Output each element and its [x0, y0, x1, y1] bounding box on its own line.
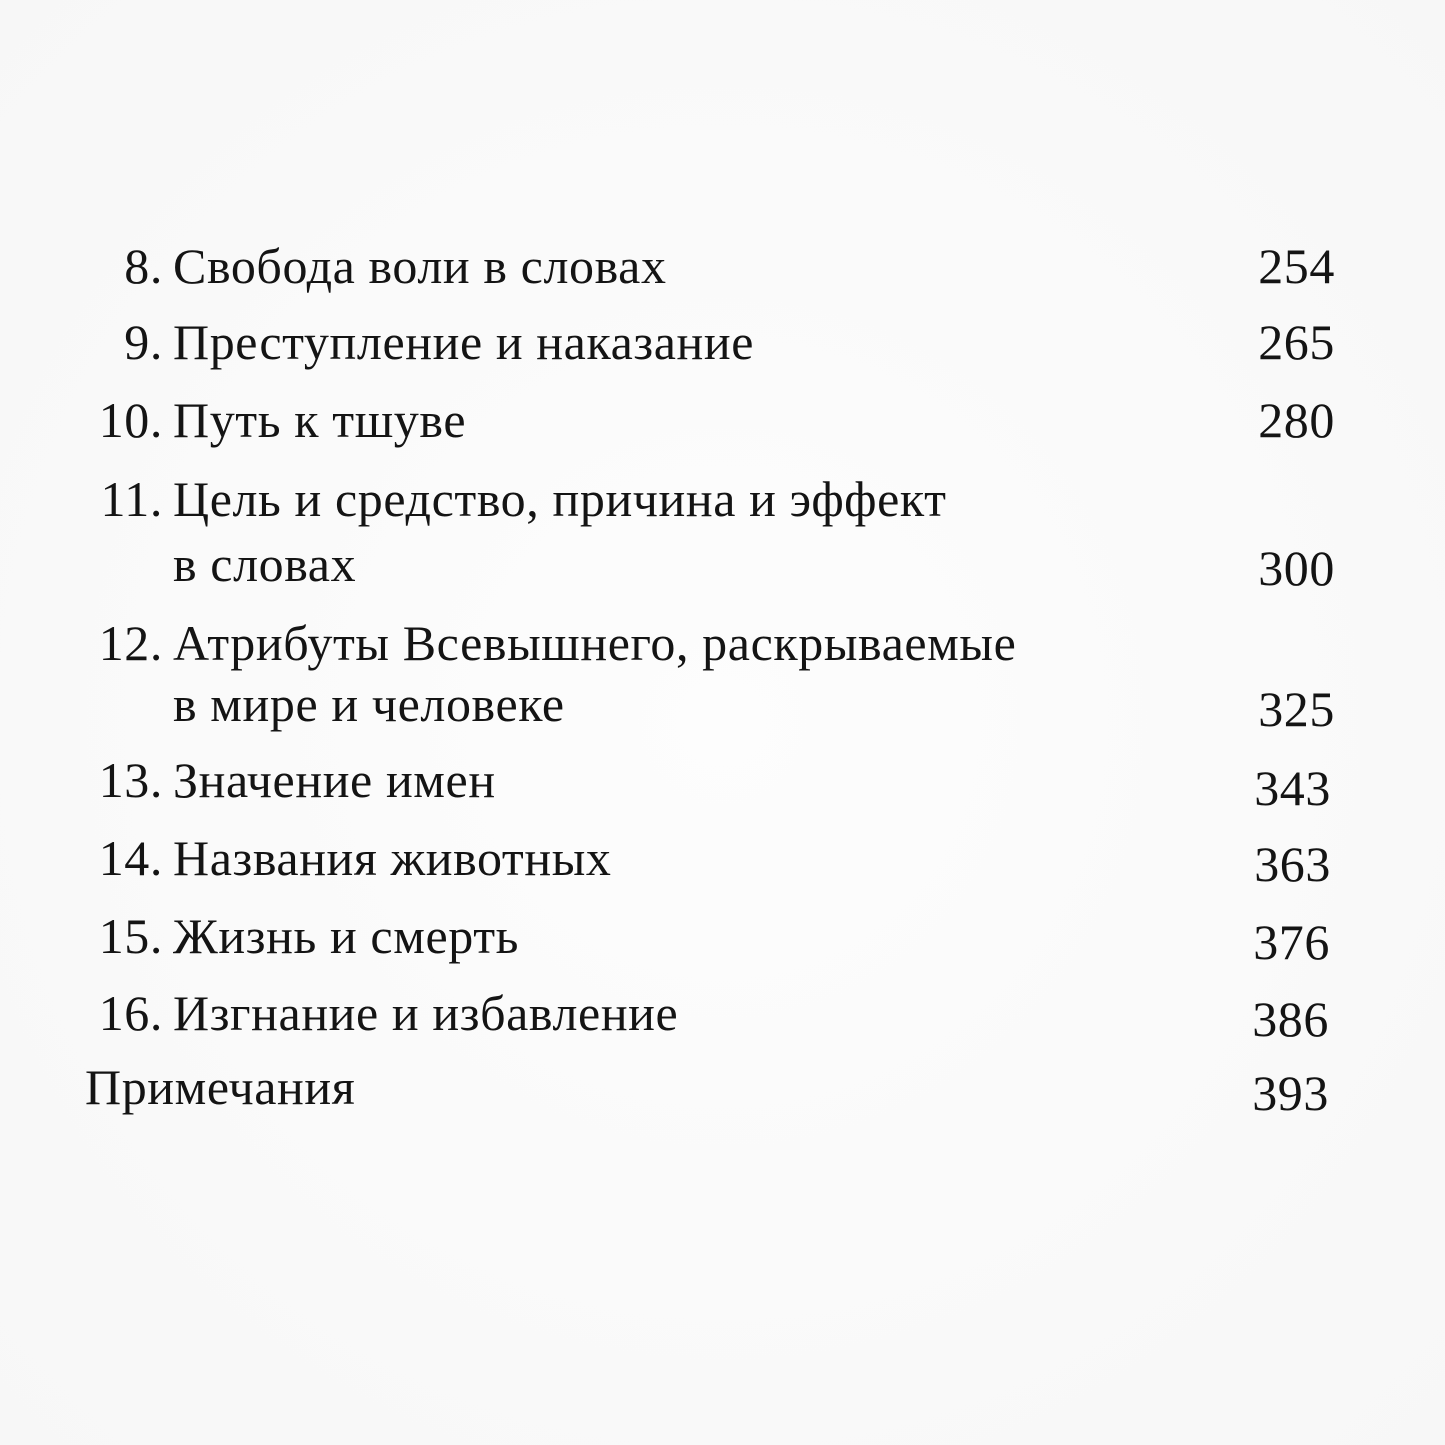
toc-entry-page: 376	[1253, 914, 1330, 970]
toc-entry-13	[0, 752, 1445, 816]
toc-entry-title-continuation: в словах	[173, 536, 357, 592]
toc-entry-title: Примечания	[85, 1059, 356, 1115]
toc-entry-title: Свобода воли в словах	[173, 238, 667, 294]
toc-entry-page: 386	[1252, 991, 1329, 1047]
toc-entry-title: Изгнание и избавление	[173, 985, 679, 1041]
toc-entry-page: 300	[1258, 540, 1335, 596]
toc-entry-page: 393	[1252, 1065, 1329, 1121]
toc-entry-number: 10.	[98, 392, 163, 448]
toc-entry-16	[0, 985, 1445, 1047]
toc-entry-page: 254	[1258, 238, 1335, 294]
toc-entry-14	[0, 830, 1445, 892]
toc-entry-title: Путь к тшуве	[173, 392, 467, 448]
toc-entry-8	[0, 238, 1445, 294]
toc-entry-title: Атрибуты Всевышнего, раскрываемые	[173, 615, 1017, 671]
toc-entry-title: Жизнь и смерть	[173, 908, 520, 964]
toc-entry-12-cont	[0, 676, 1445, 737]
toc-entry-number: 9.	[124, 314, 163, 370]
toc-entry-page: 343	[1254, 760, 1331, 816]
toc-entry-page: 325	[1258, 681, 1335, 737]
toc-entry-15	[0, 908, 1445, 970]
toc-entry-page: 363	[1254, 836, 1331, 892]
toc-entry-number: 12.	[98, 615, 163, 671]
toc-entry-title: Значение имен	[173, 752, 496, 808]
toc-entry-10	[0, 392, 1445, 448]
toc-entry-title: Преступление и наказание	[173, 314, 755, 370]
toc-entry-page: 265	[1258, 314, 1335, 370]
toc-entry-11-cont	[0, 536, 1445, 596]
toc-entry-11	[0, 471, 1445, 527]
toc-entry-number: 14.	[98, 830, 163, 886]
toc-entry-number: 13.	[98, 752, 163, 808]
toc-entry-number: 11.	[100, 471, 163, 527]
toc-entry-9	[0, 314, 1445, 370]
toc-entry-12	[0, 615, 1445, 671]
toc-entry-title: Названия животных	[173, 830, 612, 886]
toc-entry-number: 8.	[124, 238, 163, 294]
toc-entry-notes	[0, 1059, 1445, 1121]
toc-entry-title-continuation: в мире и человеке	[173, 676, 565, 732]
toc-entry-number: 15.	[98, 908, 163, 964]
toc-entry-title: Цель и средство, причина и эффект	[173, 471, 947, 527]
toc-entry-number: 16.	[98, 985, 163, 1041]
toc-entry-page: 280	[1258, 392, 1335, 448]
